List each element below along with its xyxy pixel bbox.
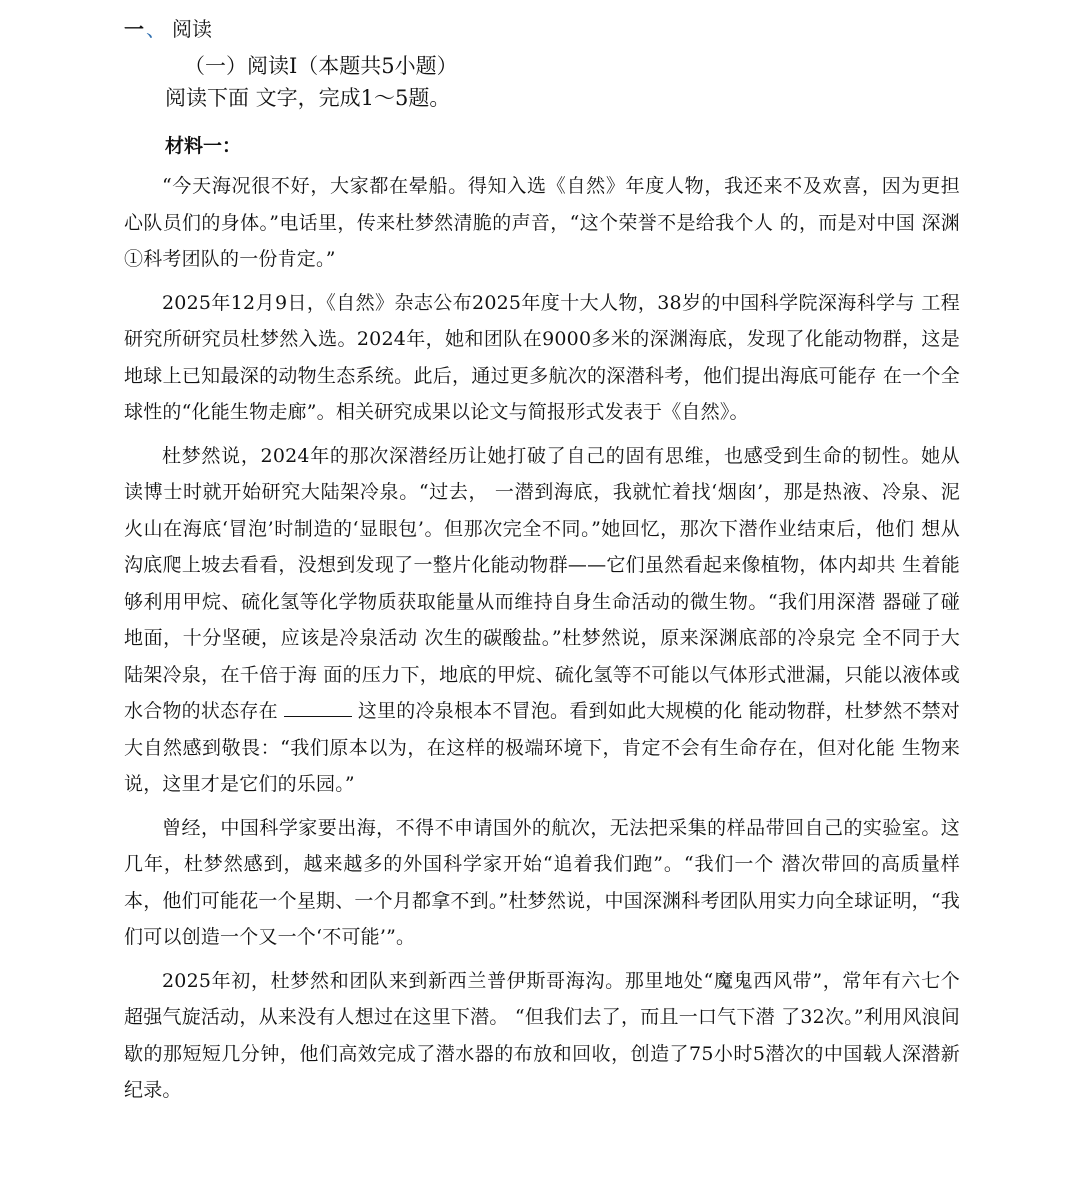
- passage-paragraph-2: 2025年12月9日，《自然》杂志公布2025年度十大人物，38岁的中国科学院深海科学与 工程研究所研究员杜梦然入选。2024年，她和团队在9000多米的深渊海底，发现了化能动物群，这是地球上已知最深的动物生态系统。此后，通过更多航次的深潜科考，他们提出海底可能存 在一个全球性的“化能生物走廊”。相关研究成果以论文与简报形式发表于《自然》。: [124, 291, 960, 423]
- fill-in-blank: [284, 698, 352, 717]
- section-separator: 、: [146, 17, 166, 41]
- section-number: 一: [124, 17, 144, 41]
- passage-paragraph-1: “今天海况很不好，大家都在晕船。得知入选《自然》年度人物，我还来不及欢喜，因为更担 心队员们的身体。”电话里，传来杜梦然清脆的声音，“这个荣誉不是给我个人 的，而是对中国 深渊①科考团队的一份肯定。”: [124, 175, 960, 270]
- paragraph-3-text-after-blank: 这里的冷泉根本不冒泡。看到如此大规模的化 能动物群，杜梦然不禁对大自然感到敬畏：“我们原本以为，在这样的极端环境下，肯定不会有生命存在，但对化能 生物来说，这里才是它们的乐园。”: [124, 700, 960, 795]
- section-title: 阅读: [172, 17, 212, 41]
- reading-instruction: 阅读下面 文字，完成1～5题。: [165, 86, 451, 110]
- passage-paragraph-4: 曾经，中国科学家要出海，不得不申请国外的航次，无法把采集的样品带回自己的实验室。这几年，杜梦然感到，越来越多的外国科学家开始“追着我们跑”。“我们一个 潜次带回的高质量样本，他们可能花一个星期、一个月都拿不到。”杜梦然说，中国深渊科考团队用实力向全球证明，“我们可以创造一个又一个‘不可能’”。: [124, 816, 960, 948]
- passage-paragraph-5: 2025年初，杜梦然和团队来到新西兰普伊斯哥海沟。那里地处“魔鬼西风带”，常年有六七个超强气旋活动，从来没有人想过在这里下潜。 “但我们去了，而且一口气下潜 了32次。”利用风浪间歇的那短短几分钟，他们高效完成了潜水器的布放和回收，创造了75小时5潜次的中国载人深潜新纪录。: [124, 969, 960, 1101]
- passage-body: [124, 168, 960, 1116]
- passage-paragraph-3: [124, 438, 960, 803]
- subsection-heading: （一）阅读I（本题共5小题）: [184, 54, 458, 78]
- material-label: 材料一：: [165, 135, 242, 157]
- paragraph-3-text-before-blank: 杜梦然说，2024年的那次深潜经历让她打破了自己的固有思维，也感受到生命的韧性。她从 读博士时就开始研究大陆架冷泉。“过去， 一潜到海底，我就忙着找‘烟囱’，那是热液、冷泉、泥 火山在海底‘冒泡’时制造的‘显眼包’。但那次完全不同。”她回忆，那次下潜作业结束后，他们 想从沟底爬上坡去看看，没想到发现了一整片化能动物群——它们虽然看起来像植物，体内却共 生着能够利用甲烷、硫化氢等化学物质获取能量从而维持自身生命活动的微生物。“我们用深潜 器碰了碰地面，十分坚硬，应该是冷泉活动 次生的碳酸盐。”杜梦然说，原来深渊底部的冷泉完 全不同于大陆架冷泉，在千倍于海 面的压力下，地底的甲烷、硫化氢等不可能以气体形式泄漏，只能以液体或水合物的状态存在: [124, 444, 960, 722]
- section-heading: [124, 14, 212, 44]
